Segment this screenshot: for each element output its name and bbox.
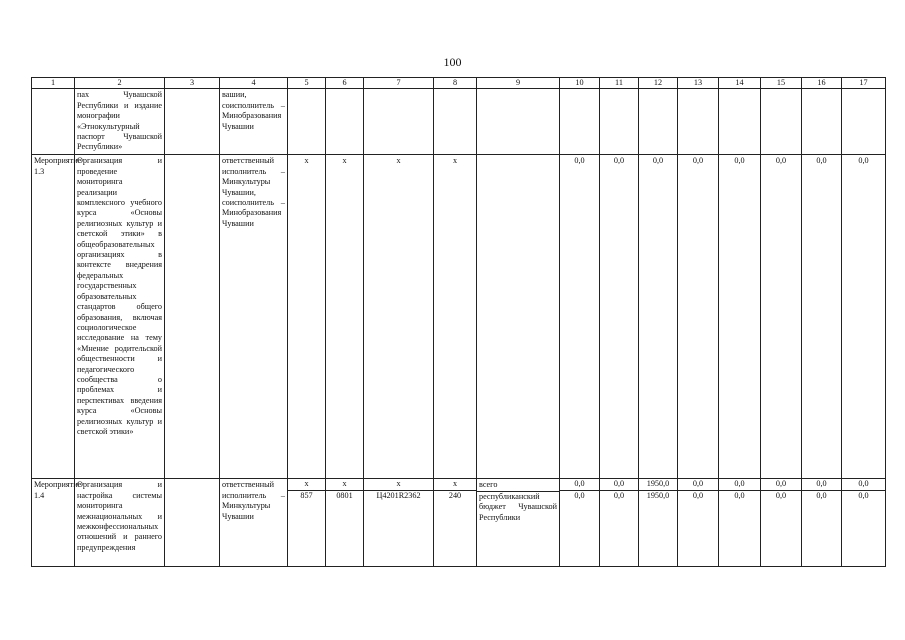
cell-col11: 0,0 <box>600 155 639 479</box>
cell-col8-total: x <box>452 479 458 489</box>
col-header-13: 13 <box>678 78 719 89</box>
cell-event-id <box>32 89 75 155</box>
cell-col5-total: x <box>304 479 309 489</box>
col-header-8: 8 <box>434 78 477 89</box>
col-header-1: 1 <box>32 78 75 89</box>
cell-col14: 0,0 <box>719 155 761 479</box>
cell-col15 <box>761 479 802 567</box>
col-header-7: 7 <box>364 78 434 89</box>
col-header-14: 14 <box>719 78 761 89</box>
funding-source-total: всего <box>477 480 559 491</box>
cell-col16-total: 0,0 <box>816 479 827 489</box>
col-header-10: 10 <box>560 78 600 89</box>
cell-col11-total: 0,0 <box>613 479 625 489</box>
cell-event-id: Мероприятие 1.3 <box>32 155 75 479</box>
cell-executor: ответственный исполнитель – Минкультуры Чувашии <box>220 479 288 567</box>
cell-col9 <box>477 155 560 479</box>
cell-col14 <box>719 479 761 567</box>
col-header-6: 6 <box>326 78 364 89</box>
cell-col11 <box>600 479 639 567</box>
cell-col15 <box>761 89 802 155</box>
table-row <box>32 89 886 155</box>
cell-col13-total: 0,0 <box>692 479 704 489</box>
cell-executor: ответственный исполнитель – Минкультуры Чувашии, соисполнитель – Минобразования Чувашии <box>220 155 288 479</box>
cell-col17-total: 0,0 <box>858 479 869 489</box>
cell-col6 <box>326 479 364 567</box>
cell-col8-budget: 240 <box>434 490 476 501</box>
cell-col16 <box>802 89 842 155</box>
cell-col17-budget: 0,0 <box>842 490 885 501</box>
cell-col10-total: 0,0 <box>574 479 585 489</box>
cell-col7: x <box>364 155 434 479</box>
cell-col7-total: x <box>396 479 401 489</box>
cell-col5-budget: 857 <box>288 490 325 501</box>
table-row <box>32 479 886 567</box>
cell-event-name: пах Чувашской Республики и издание монографии «Этнокультурный паспорт Чувашской Республики» <box>75 89 165 155</box>
cell-funding-source <box>477 479 560 567</box>
cell-col14-budget: 0,0 <box>719 490 760 501</box>
cell-col11 <box>600 89 639 155</box>
col-header-15: 15 <box>761 78 802 89</box>
cell-col5: x <box>288 155 326 479</box>
cell-col15-total: 0,0 <box>775 479 787 489</box>
column-numbers-row <box>32 78 886 89</box>
cell-col17 <box>842 89 886 155</box>
cell-col3 <box>165 155 220 479</box>
cell-col8: x <box>434 155 477 479</box>
cell-col3 <box>165 89 220 155</box>
cell-col12 <box>639 89 678 155</box>
cell-col7-budget: Ц4201R2362 <box>364 490 433 501</box>
cell-executor: вашии, соисполнитель – Минобразования Чувашии <box>220 89 288 155</box>
cell-col15: 0,0 <box>761 155 802 479</box>
cell-col3 <box>165 479 220 567</box>
col-header-3: 3 <box>165 78 220 89</box>
program-table <box>31 77 886 567</box>
cell-col14-total: 0,0 <box>734 479 745 489</box>
cell-col7 <box>364 479 434 567</box>
cell-col12: 0,0 <box>639 155 678 479</box>
cell-col13 <box>678 479 719 567</box>
cell-col6: x <box>326 155 364 479</box>
cell-col16 <box>802 479 842 567</box>
col-header-12: 12 <box>639 78 678 89</box>
cell-col17 <box>842 479 886 567</box>
col-header-2: 2 <box>75 78 165 89</box>
cell-col12-budget: 1950,0 <box>639 490 677 501</box>
cell-col10 <box>560 479 600 567</box>
cell-col8 <box>434 89 477 155</box>
col-header-17: 17 <box>842 78 886 89</box>
cell-col5 <box>288 479 326 567</box>
cell-event-id: Мероприятие 1.4 <box>32 479 75 567</box>
col-header-9: 9 <box>477 78 560 89</box>
table-row <box>32 155 886 479</box>
cell-col6-total: x <box>342 479 347 489</box>
cell-col13-budget: 0,0 <box>678 490 718 501</box>
cell-col5 <box>288 89 326 155</box>
cell-event-name: Организация и проведение мониторинга реализации комплексного учебного курса «Основы религиозных культур и светской этики» в общеобразовательных организациях в контексте внедрения федеральных государственных образовательных стандартов общего образования, включая социологическое исследование на тему «Мнение родительской общественности и педагогического сообщества о проблемах и перспективах введения курса «Основы религиозных культур и светской этики» <box>75 155 165 479</box>
cell-col13 <box>678 89 719 155</box>
cell-col16-budget: 0,0 <box>802 490 841 501</box>
cell-col15-budget: 0,0 <box>761 490 801 501</box>
cell-col13: 0,0 <box>678 155 719 479</box>
cell-col12 <box>639 479 678 567</box>
col-header-4: 4 <box>220 78 288 89</box>
cell-col16: 0,0 <box>802 155 842 479</box>
col-header-16: 16 <box>802 78 842 89</box>
funding-source-budget: республиканский бюджет Чувашской Республики <box>479 491 557 522</box>
cell-col10: 0,0 <box>560 155 600 479</box>
cell-col8 <box>434 479 477 567</box>
cell-col10 <box>560 89 600 155</box>
col-header-5: 5 <box>288 78 326 89</box>
cell-event-name: Организация и настройка системы мониторинга межнациональных и межконфессиональных отношений и раннего предупреждения <box>75 479 165 567</box>
cell-col7 <box>364 89 434 155</box>
page-number: 100 <box>443 55 462 69</box>
cell-col12-total: 1950,0 <box>646 479 670 489</box>
col-header-11: 11 <box>600 78 639 89</box>
cell-col14 <box>719 89 761 155</box>
cell-col10-budget: 0,0 <box>560 490 599 501</box>
cell-col17: 0,0 <box>842 155 886 479</box>
cell-col9 <box>477 89 560 155</box>
cell-col6 <box>326 89 364 155</box>
cell-col6-budget: 0801 <box>326 490 363 501</box>
cell-col11-budget: 0,0 <box>600 490 638 501</box>
